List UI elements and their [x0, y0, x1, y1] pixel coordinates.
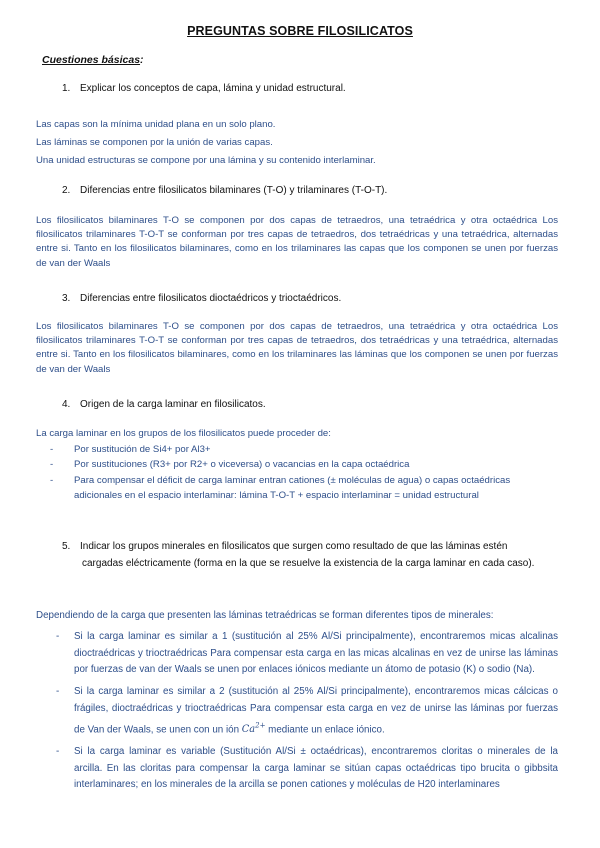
answer-paragraph: Los filosilicatos bilaminares T-O se componen por dos capas de tetraedros, una tetraédrica y otra octaédrica Los filosilicatos trilaminares T-O-T se conforman por tres capas de tetraedros, dos tetraédricas y una tetraédrica, alternadas entre si. Tanto en los filosilicatos bilaminares, como en los trilaminares las capas que los componen se unen por fuerzas de van der Waals [36, 215, 558, 269]
question-5 [62, 538, 542, 572]
list-item-text: Por sustitución de Si4+ por Al3+ [74, 443, 211, 455]
question-2 [62, 182, 387, 199]
question-text: Indicar los grupos minerales en filosilicatos que surgen como resultado de que las láminas estén [80, 541, 508, 552]
question-4 [62, 396, 266, 413]
question-text: Explicar los conceptos de capa, lámina y unidad estructural. [80, 83, 346, 94]
answer-list [36, 629, 558, 794]
question-3 [62, 290, 341, 307]
question-text: Diferencias entre filosilicatos bilaminares (T-O) y trilaminares (T-O-T). [80, 185, 388, 196]
dash-bullet: - [56, 745, 60, 757]
list-item-text: Si la carga laminar es similar a 2 (sustitución al 25% Al/Si principalmente), encontraremos micas cálcicas o frágiles, dioctraédricas y trioctraédricas Para compensar esta carga en vez de unirse las láminas por fuerzas de Van der Waals, se unen con un ión [74, 686, 558, 736]
answer-2 [36, 214, 558, 271]
section-subtitle [42, 54, 144, 66]
answer-5 [36, 608, 558, 799]
question-1 [62, 80, 346, 97]
list-item-text: Si la carga laminar es variable (Sustitución Al/Si ± octaédricas), encontraremos cloritas o minerales de la arcilla. En las cloritas para compensar la carga laminar se sitúan capas octaédricas tipo brucita o gibbsita interlaminares; en los minerales de la arcilla se ponen cationes y moléculas de H20 interlaminares [74, 745, 558, 791]
answer-line: Una unidad estructuras se compone por una lámina y su contenido interlaminar. [36, 155, 376, 166]
answer-intro: Dependiendo de la carga que presenten las láminas tetraédricas se forman diferentes tipos de minerales: [36, 610, 494, 621]
list-item [36, 473, 558, 504]
answer-list [36, 442, 558, 504]
answer-line: Las capas son la mínima unidad plana en un solo plano. [36, 119, 276, 130]
dash-bullet: - [50, 459, 54, 470]
list-item [36, 457, 558, 473]
list-item-text: mediante un enlace iónico. [268, 724, 385, 736]
answer-3 [36, 320, 558, 377]
list-item-text: Si la carga laminar es similar a 1 (sustitución al 25% Al/Si principalmente), encontraremos micas alcalinas dioctraédricas y trioctraédricas Para compensar esta carga en las micas alcalinas en vez de unirse las láminas por fuerzas de van der Waals se unen por enlaces iónicos mediante un átomo de potasio (K) o sodio (Na). [74, 630, 558, 676]
page-title: PREGUNTAS SOBRE FILOSILICATOS [187, 24, 413, 38]
dash-bullet: - [50, 443, 54, 455]
answer-paragraph: Los filosilicatos bilaminares T-O se componen por dos capas de tetraedros, una tetraédrica y otra octaédrica Los filosilicatos trilaminares T-O-T se conforman por tres capas de tetraedros, dos tetraédricas y una tetraédrica, alternadas entre si. Tanto en los filosilicatos bilaminares, como en los trilaminares las láminas que los componen se unen por fuerzas de van der Waals [36, 321, 558, 375]
subtitle-text: Cuestiones básicas [42, 54, 141, 66]
question-number: 5. [62, 541, 71, 552]
list-item [36, 442, 558, 458]
answer-line: Las láminas se componen por la unión de varias capas. [36, 137, 273, 148]
question-text-continued: cargadas eléctricamente (forma en la que se resuelve la existencia de la carga laminar en cada caso). [82, 558, 535, 569]
question-number: 3. [62, 293, 71, 304]
answer-1 [36, 116, 558, 170]
answer-intro: La carga laminar en los grupos de los filosilicatos puede proceder de: [36, 428, 331, 439]
ion-charge: 2+ [255, 721, 266, 730]
dash-bullet: - [50, 474, 54, 486]
list-item-text: Para compensar el déficit de carga laminar entran cationes (± moléculas de agua) o capas octaédricas adicionales en el espacio interlaminar: lámina T-O-T + espacio interlaminar = unidad estructural [74, 474, 511, 501]
list-item [36, 684, 558, 739]
list-item [36, 744, 558, 794]
dash-bullet: - [56, 630, 60, 642]
list-item [36, 629, 558, 679]
question-number: 1. [62, 83, 71, 94]
answer-4 [36, 426, 558, 504]
calcium-ion [241, 721, 266, 736]
question-text: Diferencias entre filosilicatos dioctaédricos y trioctaédricos. [80, 293, 342, 304]
question-number: 2. [62, 185, 71, 196]
question-number: 4. [62, 399, 71, 410]
dash-bullet: - [56, 686, 60, 698]
subtitle-colon: : [140, 54, 144, 66]
question-text: Origen de la carga laminar en filosilicatos. [80, 399, 266, 410]
list-item-text: Por sustituciones (R3+ por R2+ o viceversa) o vacancias en la capa octaédrica [74, 459, 410, 470]
ion-symbol: Ca [241, 724, 256, 736]
